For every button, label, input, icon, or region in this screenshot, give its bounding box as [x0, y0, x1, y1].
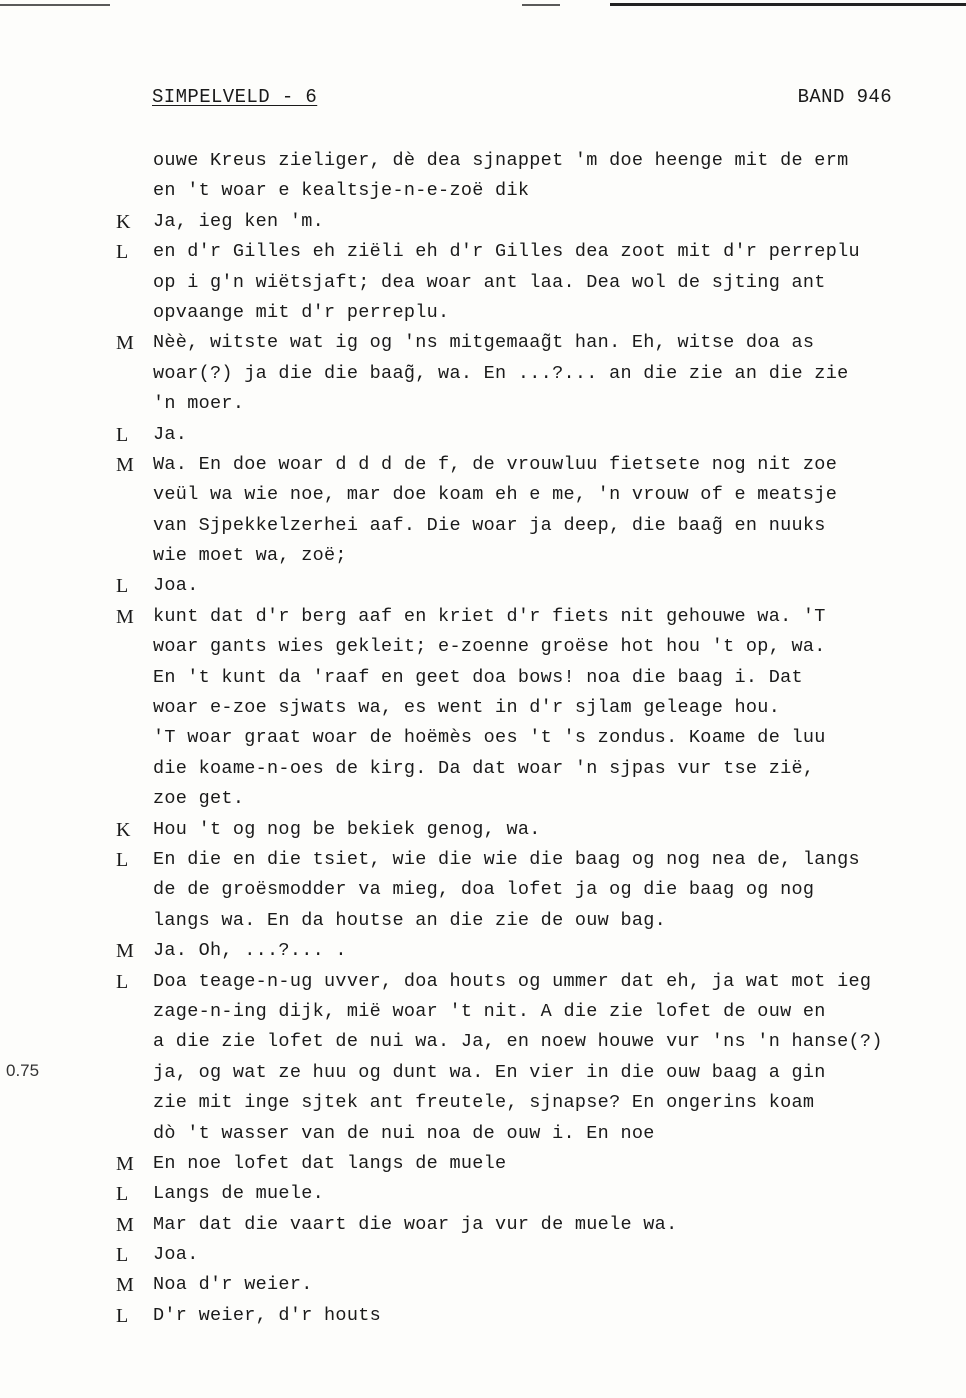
transcript-entry	[0, 146, 966, 207]
transcript-entry	[0, 845, 966, 936]
utterance	[153, 450, 953, 572]
transcript-entry	[0, 602, 966, 815]
utterance-line: de de groësmodder va mieg, doa lofet ja og die baag og nog	[153, 879, 815, 901]
transcript-entry	[0, 328, 966, 419]
top-rule-mid	[522, 4, 560, 6]
utterance	[153, 845, 953, 936]
utterance	[153, 571, 953, 601]
utterance	[153, 237, 953, 328]
speaker-label: M	[116, 940, 134, 963]
utterance-line: 'T woar graat woar de hoëmès oes 't 's zondus. Koame de luu	[153, 727, 826, 749]
speaker-label: L	[116, 241, 129, 264]
utterance	[153, 967, 953, 1149]
transcript-entry	[0, 1301, 966, 1331]
utterance-line: kunt dat d'r berg aaf en kriet d'r fiets nit gehouwe wa. 'T	[153, 605, 826, 627]
transcript-entry	[0, 1240, 966, 1270]
utterance-line: Ja.	[153, 423, 188, 445]
utterance-line: 'n moer.	[153, 393, 245, 415]
utterance	[153, 146, 953, 207]
band-number: BAND 946	[797, 86, 892, 108]
utterance-line: veül wa wie noe, mar doe koam eh e me, 'n vrouw of e meatsje	[153, 484, 838, 506]
transcript-entry	[0, 936, 966, 966]
speaker-label: M	[116, 1274, 134, 1297]
utterance	[153, 1179, 953, 1209]
speaker-label: M	[116, 1152, 134, 1175]
speaker-label: L	[116, 1304, 129, 1327]
speaker-label: K	[116, 210, 131, 233]
speaker-label: L	[116, 1244, 129, 1267]
utterance	[153, 1270, 953, 1300]
utterance-line: van Sjpekkelzerhei aaf. Die woar ja deep, die baag̃ en nuuks	[153, 514, 826, 536]
utterance-line: zage-n-ing dijk, mië woar 't nit. A die zie lofet de ouw en	[153, 1000, 826, 1022]
speaker-label: M	[116, 332, 134, 355]
transcript-entry	[0, 207, 966, 237]
transcript-entry	[0, 1179, 966, 1209]
transcript-entry	[0, 237, 966, 328]
transcript-entry	[0, 1270, 966, 1300]
transcript-entry	[0, 571, 966, 601]
utterance-line: ouwe Kreus zieliger, dè dea sjnappet 'm doe heenge mit de erm	[153, 150, 849, 171]
utterance-line: Nèè, witste wat ig og 'ns mitgemaag̃t han. Eh, witse doa as	[153, 332, 815, 354]
utterance-line: en 't woar e kealtsje-n-e-zoë dik	[153, 180, 530, 202]
utterance-line: Joa.	[153, 1244, 199, 1266]
utterance-line: En noe lofet dat langs de muele	[153, 1152, 507, 1174]
utterance-line: Doa teage-n-ug uvver, doa houts og ummer dat eh, ja wat mot ieg	[153, 970, 872, 992]
speaker-label: M	[116, 1213, 134, 1236]
transcript-entry	[0, 967, 966, 1149]
utterance-line: Ja. Oh, ...?... .	[153, 940, 347, 962]
speaker-label: L	[116, 423, 129, 446]
utterance	[153, 207, 953, 237]
page-header	[152, 86, 892, 112]
utterance	[153, 602, 953, 815]
speaker-label: L	[116, 1183, 129, 1206]
speaker-label: L	[116, 848, 129, 871]
utterance-line: D'r weier, d'r houts	[153, 1304, 382, 1326]
utterance	[153, 420, 953, 450]
speaker-label: L	[116, 970, 129, 993]
utterance	[153, 1301, 953, 1331]
margin-note: 0.75	[6, 1061, 40, 1080]
speaker-label: L	[116, 575, 129, 598]
transcript-entry	[0, 450, 966, 572]
top-rule-right	[610, 3, 966, 6]
transcript	[0, 146, 966, 1331]
page-title: SIMPELVELD - 6	[152, 86, 318, 108]
utterance-line: Langs de muele.	[153, 1183, 325, 1205]
utterance-line: wie moet wa, zoë;	[153, 545, 347, 567]
utterance	[153, 1240, 953, 1270]
speaker-label: M	[116, 605, 134, 628]
transcript-entry	[0, 420, 966, 450]
utterance	[153, 328, 953, 419]
transcript-entry	[0, 1210, 966, 1240]
utterance-line: woar(?) ja die die baag̃, wa. En ...?... an die zie an die zie	[153, 362, 849, 384]
utterance-line: dò 't wasser van de nui noa de ouw i. En noe	[153, 1122, 655, 1144]
utterance-line: woar gants wies gekleit; e-zoenne groëse hot hou 't op, wa.	[153, 636, 826, 658]
utterance-line: Ja, ieg ken 'm.	[153, 210, 325, 232]
transcript-entry	[0, 1149, 966, 1179]
utterance-line: langs wa. En da houtse an die zie de ouw bag.	[153, 909, 667, 931]
utterance-line: a die zie lofet de nui wa. Ja, en noew houwe vur 'ns 'n hanse(?)	[153, 1031, 883, 1053]
utterance-line: En 't kunt da 'raaf en geet doa bows! noa die baag i. Dat	[153, 666, 803, 688]
utterance-line: En die en die tsiet, wie die wie die baag og nog nea de, langs	[153, 848, 860, 870]
utterance	[153, 815, 953, 845]
utterance-line: ja, og wat ze huu og dunt wa. En vier in die ouw baag a gin	[153, 1061, 826, 1083]
top-rule-left	[0, 4, 110, 6]
utterance-line: Mar dat die vaart die woar ja vur de muele wa.	[153, 1213, 678, 1235]
utterance-line: en d'r Gilles eh ziëli eh d'r Gilles dea zoot mit d'r perreplu	[153, 241, 860, 263]
utterance-line: Joa.	[153, 575, 199, 597]
speaker-label: K	[116, 818, 131, 841]
utterance-line: woar e-zoe sjwats wa, es went in d'r sjlam geleage hou.	[153, 697, 781, 719]
utterance-line: op i g'n wiëtsjaft; dea woar ant laa. Dea wol de sjting ant	[153, 271, 826, 293]
utterance	[153, 1210, 953, 1240]
utterance-line: Hou 't og nog be bekiek genog, wa.	[153, 818, 541, 840]
utterance-line: zie mit inge sjtek ant freutele, sjnapse? En ongerins koam	[153, 1092, 815, 1114]
transcript-entry	[0, 815, 966, 845]
utterance	[153, 1149, 953, 1179]
utterance-line: Noa d'r weier.	[153, 1274, 313, 1296]
utterance	[153, 936, 953, 966]
speaker-label: M	[116, 453, 134, 476]
utterance-line: die koame-n-oes de kirg. Da dat woar 'n sjpas vur tse zië,	[153, 757, 815, 779]
utterance-line: zoe get.	[153, 788, 245, 810]
utterance-line: Wa. En doe woar d d d de f, de vrouwluu fietsete nog nit zoe	[153, 453, 838, 475]
utterance-line: opvaange mit d'r perreplu.	[153, 301, 450, 323]
